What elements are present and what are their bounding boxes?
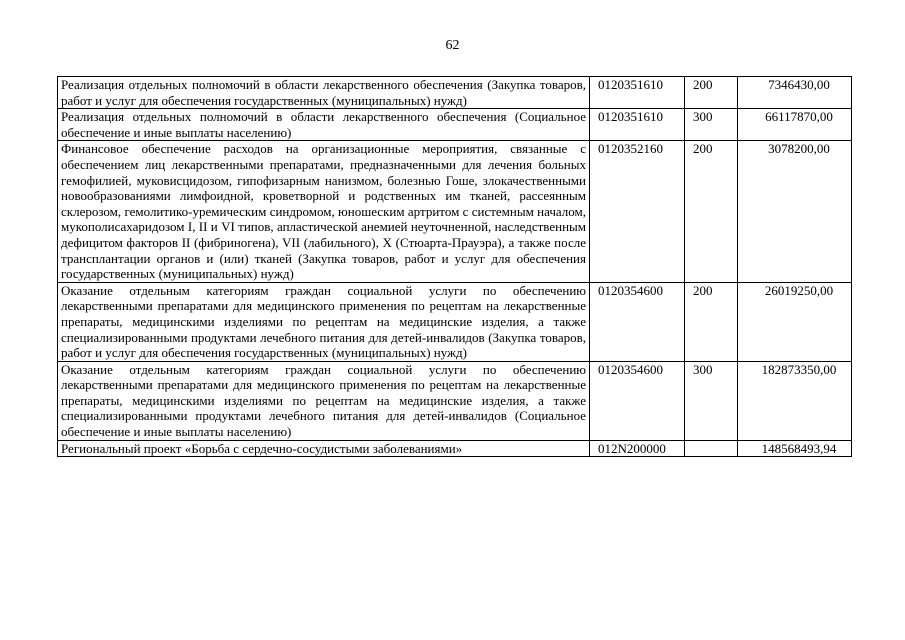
row-target-code: 0120351610 — [590, 77, 685, 109]
row-description: Оказание отдельным категориям граждан социальной услуги по обеспечению лекарственными препаратами для медицинского применения по рецептам на лекарственные препараты, медицинскими изделиями по рецептам на медицинские изделия, а также специализированными продуктами лечебного питания для детей-инвалидов (Закупка товаров, работ и услуг для обеспечения государственных (муниципальных) нужд) — [58, 282, 590, 361]
row-amount: 148568493,94 — [738, 440, 852, 457]
table-row — [58, 361, 852, 440]
row-description: Реализация отдельных полномочий в области лекарственного обеспечения (Закупка товаров, работ и услуг для обеспечения государственных (муниципальных) нужд) — [58, 77, 590, 109]
row-expense-type: 300 — [685, 361, 738, 440]
page-number: 62 — [445, 38, 460, 53]
row-description: Региональный проект «Борьба с сердечно-сосудистыми заболеваниями» — [58, 440, 590, 457]
row-amount: 182873350,00 — [738, 361, 852, 440]
row-target-code: 0120354600 — [590, 282, 685, 361]
row-target-code: 0120352160 — [590, 141, 685, 282]
row-amount: 26019250,00 — [738, 282, 852, 361]
table-row — [58, 141, 852, 282]
row-expense-type: 200 — [685, 77, 738, 109]
table-row — [58, 282, 852, 361]
row-amount: 7346430,00 — [738, 77, 852, 109]
row-expense-type: 300 — [685, 109, 738, 141]
row-amount: 3078200,00 — [738, 141, 852, 282]
row-description: Финансовое обеспечение расходов на организационные мероприятия, связанные с обеспечением лиц лекарственными препаратами, предназначенными для лечения больных гемофилией, муковисцидозом, гипофизарным нанизмом, болезнью Гоше, злокачественными новообразованиями лимфоидной, кроветворной и родственных им тканей, рассеянным склерозом, гемолитико-уремическим синдромом, юношеским артритом с системным началом, мукополисахаридозом I, II и VI типов, апластической анемией неуточненной, наследственным дефицитом факторов II (фибриногена), VII (лабильного), X (Стюарта-Прауэра), а также после трансплантации органов и (или) тканей (Закупка товаров, работ и услуг для обеспечения государственных (муниципальных) нужд) — [58, 141, 590, 282]
row-amount: 66117870,00 — [738, 109, 852, 141]
table-row — [58, 77, 852, 109]
budget-table — [57, 76, 852, 457]
row-expense-type: 200 — [685, 282, 738, 361]
table-row — [58, 440, 852, 457]
row-expense-type — [685, 440, 738, 457]
row-target-code: 0120354600 — [590, 361, 685, 440]
row-description: Реализация отдельных полномочий в области лекарственного обеспечения (Социальное обеспечение и иные выплаты населению) — [58, 109, 590, 141]
row-description: Оказание отдельным категориям граждан социальной услуги по обеспечению лекарственными препаратами для медицинского применения по рецептам на лекарственные препараты, медицинскими изделиями по рецептам на медицинские изделия, а также специализированными продуктами лечебного питания для детей-инвалидов (Социальное обеспечение и иные выплаты населению) — [58, 361, 590, 440]
row-target-code: 0120351610 — [590, 109, 685, 141]
row-expense-type: 200 — [685, 141, 738, 282]
row-target-code: 012N200000 — [590, 440, 685, 457]
table-row — [58, 109, 852, 141]
